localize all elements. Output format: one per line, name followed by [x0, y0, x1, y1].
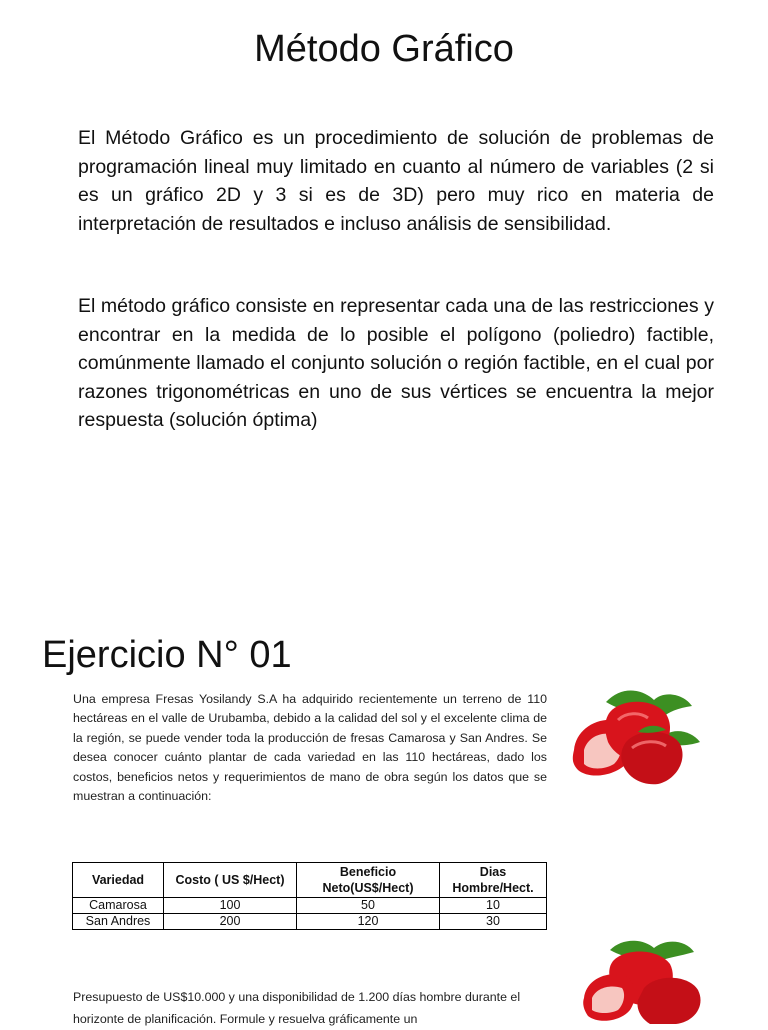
table-cell: 200	[164, 914, 297, 930]
exercise-title: Ejercicio N° 01	[42, 634, 292, 676]
method-paragraph: El método gráfico consiste en representar cada una de las restricciones y encontrar en la medida de lo posible el polígono (poliedro) factible, comúnmente llamado el conjunto solución o región factible, en el cual por razones trigonométricas en uno de sus vértices se encuentra la mejor respuesta (solución óptima)	[78, 295, 714, 431]
table-cell: 100	[164, 898, 297, 914]
column-header-beneficio: Beneficio Neto(US$/Hect)	[297, 863, 440, 898]
exercise-statement: Una empresa Fresas Yosilandy S.A ha adquirido recientemente un terreno de 110 hectáreas en el valle de Urubamba, debido a la calidad del sol y el excelente clima de la región, se puede vender toda la producción de fresas Camarosa y San Andres. Se desea conocer cuánto plantar de cada variedad en las 110 hectáreas, dado los costos, beneficios netos y requerimientos de mano de obra según los datos que se muestran a continuación:	[73, 692, 547, 804]
strawberry-half	[583, 974, 635, 1021]
budget-text: Presupuesto de US$10.000 y una disponibilidad de 1.200 días hombre durante el horizonte de planificación. Formule y resuelva gráficamente un	[73, 990, 521, 1026]
table-cell: 120	[297, 914, 440, 930]
strawberry-image	[580, 936, 720, 1024]
table-cell: Camarosa	[73, 898, 164, 914]
table-cell: San Andres	[73, 914, 164, 930]
table-row	[73, 898, 547, 914]
table-cell: 50	[297, 898, 440, 914]
column-header-variedad: Variedad	[73, 863, 164, 898]
table-cell: 10	[440, 898, 547, 914]
table-cell: 30	[440, 914, 547, 930]
intro-paragraph: El Método Gráfico es un procedimiento de solución de problemas de programación lineal muy limitado en cuanto al número de variables (2 si es un gráfico 2D y 3 si es de 3D) pero muy rico en materia de interpretación de resultados e incluso análisis de sensibilidad.	[78, 127, 714, 235]
strawberry-image	[566, 684, 706, 788]
table-header-row	[73, 863, 547, 898]
page-title: Método Gráfico	[254, 28, 514, 70]
column-header-dias: Dias Hombre/Hect.	[440, 863, 547, 898]
strawberry-whole-front	[621, 732, 682, 785]
data-table	[72, 862, 547, 930]
column-header-costo: Costo ( US $/Hect)	[164, 863, 297, 898]
table-row	[73, 914, 547, 930]
